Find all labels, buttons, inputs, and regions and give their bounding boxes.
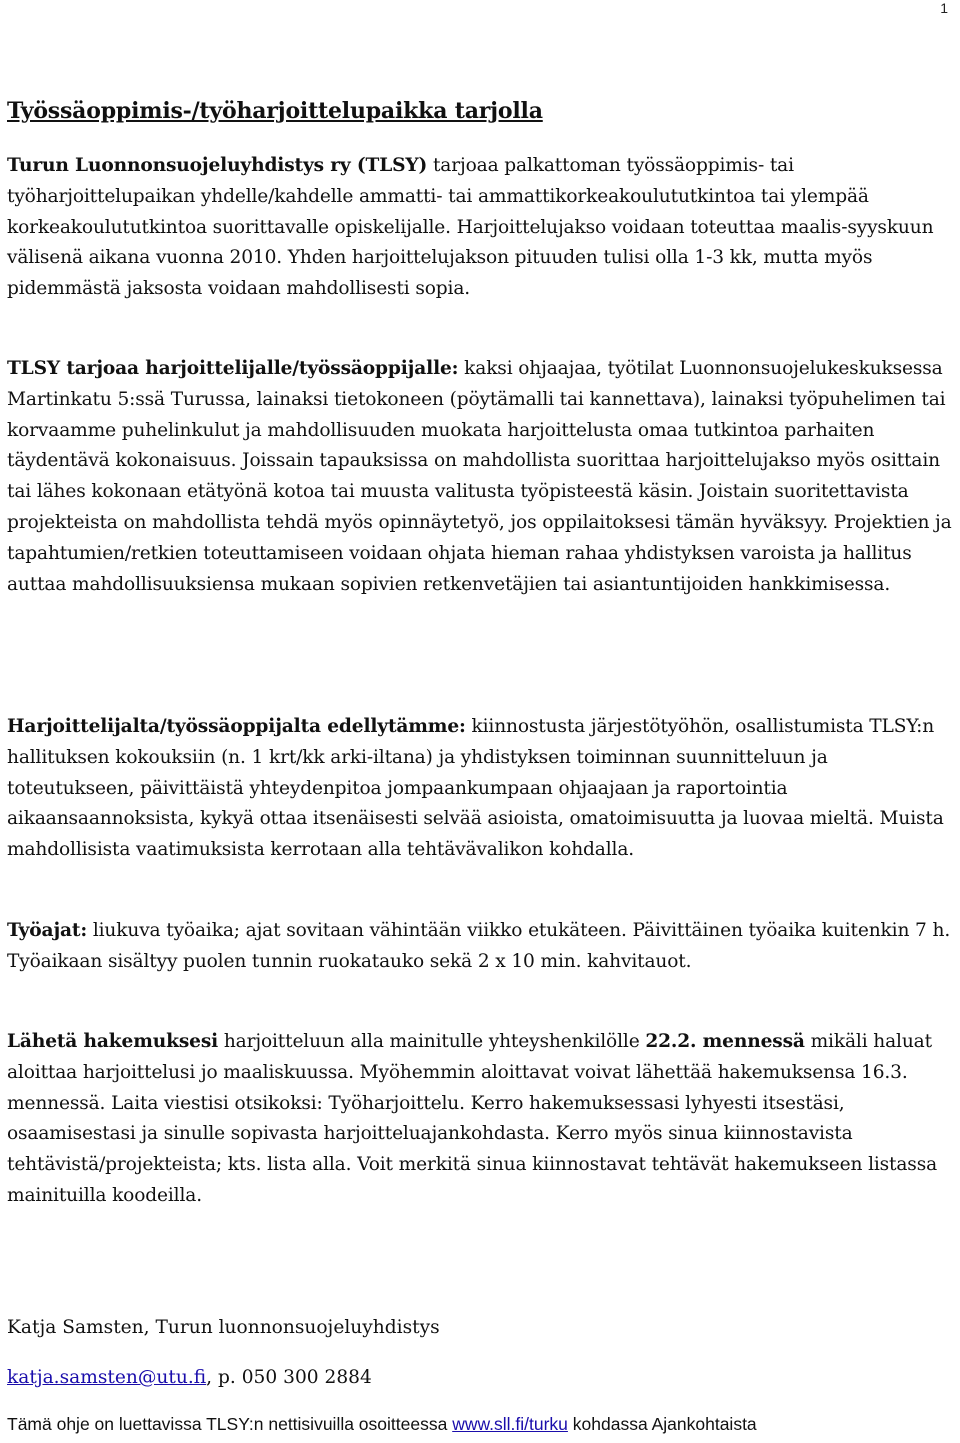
apply-paragraph — [7, 1027, 953, 1212]
page-number: 1 — [940, 0, 948, 16]
apply-text-before: harjoitteluun alla mainitulle yhteyshenkilölle — [218, 1031, 646, 1052]
footer-note — [7, 1411, 757, 1437]
intro-paragraph — [7, 151, 953, 305]
contact-line — [7, 1363, 372, 1393]
footer-text-after: kohdassa Ajankohtaista — [567, 1414, 757, 1434]
apply-deadline: 22.2. mennessä — [645, 1031, 805, 1052]
signature-name: Katja Samsten, Turun luonnonsuojeluyhdistys — [7, 1317, 440, 1338]
email-link[interactable]: katja.samsten@utu.fi — [7, 1367, 207, 1388]
hours-paragraph — [7, 916, 953, 978]
intro-lead: Turun Luonnonsuojeluyhdistys ry (TLSY) — [7, 155, 428, 176]
page-title: Työssäoppimis-/työharjoittelupaikka tarjolla — [7, 98, 543, 124]
apply-text-after: mikäli haluat aloittaa harjoittelusi jo maaliskuussa. Myöhemmin aloittavat voivat lähettää hakemuksensa 16.3. mennessä. Laita viestisi otsikoksi: Työharjoittelu. Kerro hakemuksessasi lyhyesti itsestäsi, osaamisestasi ja sinulle sopivasta harjoitteluajankohdasta. Kerro myös sinua kiinnostavista tehtävistä/projekteista; kts. lista alla. Voit merkitä sinua kiinnostavat tehtävät hakemukseen listassa mainituilla koodeilla. — [7, 1031, 938, 1206]
offer-lead: TLSY tarjoaa harjoittelijalle/työssäoppijalle: — [7, 358, 459, 379]
website-link[interactable]: www.sll.fi/turku — [452, 1414, 568, 1434]
offer-text: kaksi ohjaajaa, työtilat Luonnonsuojelukeskuksessa Martinkatu 5:ssä Turussa, lainaksi tietokoneen (pöytämalli tai kannettava), lainaksi työpuhelimen tai korvaamme puhelinkulut ja mahdollisuuden muokata harjoittelusta omaa tutkintoa parhaiten täydentävä kokonaisuus. Joissain tapauksissa on mahdollista suorittaa harjoittelujakso myös osittain tai lähes kokonaan etätyönä kotoa tai muusta valitusta työpisteestä käsin. Joistain suoritettavista projekteista on mahdollista tehdä myös opinnäytetyö, jos oppilaitoksesi tämän hyväksyy. Projektien ja tapahtumien/retkien toteuttamiseen voidaan ohjata hieman rahaa yhdistyksen varoista ja hallitus auttaa mahdollisuuksiensa mukaan sopivien retkenvetäjien tai asiantuntijoiden hankkimisessa. — [7, 358, 952, 595]
requirements-text: kiinnostusta järjestötyöhön, osallistumista TLSY:n hallituksen kokouksiin (n. 1 krt/kk arki-iltana) ja yhdistyksen toiminnan suunnitteluun ja toteutukseen, päivittäistä yhteydenpitoa jompaankumpaan ohjaajaan ja raportointia aikaansaannoksista, kykyä ottaa itsenäisesti selvää asioista, omatoimisuutta ja luovaa mieltä. Muista mahdollisista vaatimuksista kerrotaan alla tehtävävalikon kohdalla. — [7, 716, 944, 861]
offer-paragraph — [7, 354, 953, 600]
phone-text: , p. 050 300 2884 — [206, 1367, 372, 1388]
hours-lead: Työajat: — [7, 920, 88, 941]
requirements-paragraph — [7, 712, 953, 866]
intro-text: tarjoaa palkattoman työssäoppimis- tai työharjoittelupaikan yhdelle/kahdelle ammatti- tai ammattikorkeakoulututkintoa tai ylempää korkeakoulututkintoa suorittavalle opiskelijalle. Harjoittelujakso voidaan toteuttaa maalis-syyskuun välisenä aikana vuonna 2010. Yhden harjoittelujakson pituuden tulisi olla 1-3 kk, mutta myös pidemmästä jaksosta voidaan mahdollisesti sopia. — [7, 155, 934, 300]
requirements-lead: Harjoittelijalta/työssäoppijalta edellytämme: — [7, 716, 466, 737]
apply-lead: Lähetä hakemuksesi — [7, 1031, 219, 1052]
hours-text: liukuva työaika; ajat sovitaan vähintään viikko etukäteen. Päivittäinen työaika kuitenkin 7 h. Työaikaan sisältyy puolen tunnin ruokatauko sekä 2 x 10 min. kahvitauot. — [7, 920, 951, 972]
footer-text-before: Tämä ohje on luettavissa TLSY:n nettisivuilla osoitteessa — [7, 1414, 453, 1434]
